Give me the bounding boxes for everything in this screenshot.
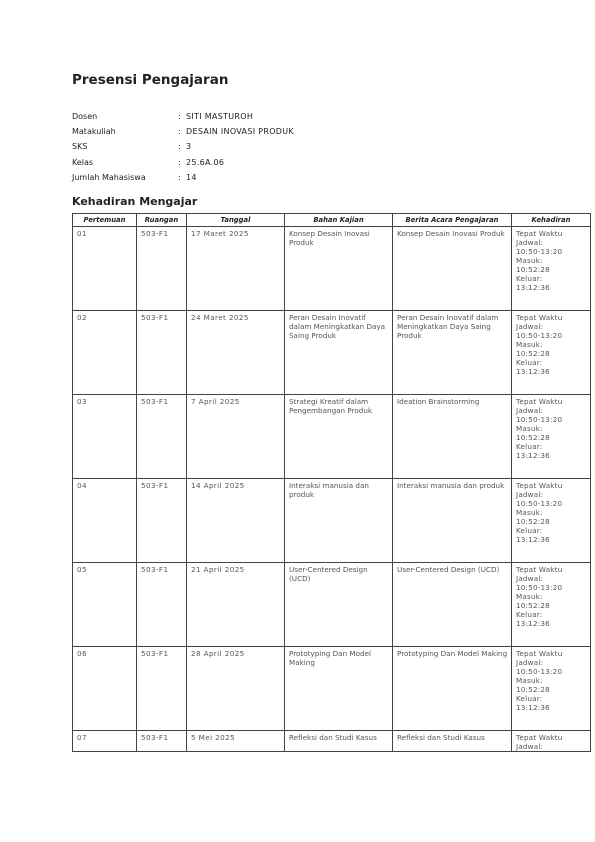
cell-pertemuan: 01: [73, 227, 137, 311]
cell-kehadiran: [512, 311, 591, 395]
check-in-label: Masuk:: [516, 676, 543, 685]
info-row-sks: [72, 139, 294, 154]
schedule-time: 10:50-13:20: [516, 667, 563, 676]
info-separator: :: [178, 172, 181, 182]
check-in-label: Masuk:: [516, 340, 543, 349]
attendance-status: Tepat Waktu: [516, 565, 563, 574]
cell-bahan-kajian: Peran Desain Inovatif dalam Meningkatkan Daya Saing Produk: [285, 311, 393, 395]
cell-bahan-kajian: Prototyping Dan Model Making: [285, 647, 393, 731]
cell-kehadiran: [512, 731, 591, 752]
section-title: Kehadiran Mengajar: [72, 195, 198, 208]
check-in-time: 10:52:28: [516, 517, 550, 526]
cell-berita-acara: User-Centered Design (UCD): [393, 563, 512, 647]
schedule-label: Jadwal:: [516, 490, 544, 499]
table-row: [73, 563, 591, 647]
info-label: Kelas: [72, 157, 94, 167]
cell-kehadiran: [512, 227, 591, 311]
info-separator: :: [178, 142, 181, 152]
schedule-time: 10:50-13:20: [516, 499, 563, 508]
cell-berita-acara: Interaksi manusia dan produk: [393, 479, 512, 563]
table-row: [73, 479, 591, 563]
cell-kehadiran: [512, 647, 591, 731]
schedule-label: Jadwal:: [516, 658, 544, 667]
table-row: [73, 227, 591, 311]
cell-berita-acara: Konsep Desain Inovasi Produk: [393, 227, 512, 311]
info-separator: :: [178, 157, 181, 167]
check-in-time: 10:52:28: [516, 349, 550, 358]
column-header: Berita Acara Pengajaran: [393, 214, 512, 227]
cell-pertemuan: 06: [73, 647, 137, 731]
info-value: 3: [186, 142, 192, 152]
attendance-status: Tepat Waktu: [516, 733, 563, 742]
cell-bahan-kajian: User-Centered Design (UCD): [285, 563, 393, 647]
info-separator: :: [178, 127, 181, 137]
check-out-label: Keluar:: [516, 274, 543, 283]
cell-tanggal: 7 April 2025: [187, 395, 285, 479]
cell-tanggal: 5 Mei 2025: [187, 731, 285, 752]
column-header: Pertemuan: [73, 214, 137, 227]
cell-pertemuan: 04: [73, 479, 137, 563]
cell-tanggal: 28 April 2025: [187, 647, 285, 731]
cell-ruangan: 503-F1: [137, 563, 187, 647]
cell-pertemuan: 05: [73, 563, 137, 647]
schedule-label: Jadwal:: [516, 574, 544, 583]
column-header: Kehadiran: [512, 214, 591, 227]
info-value: 14: [186, 172, 197, 182]
check-out-label: Keluar:: [516, 358, 543, 367]
info-value: SITI MASTUROH: [186, 112, 254, 121]
column-header: Ruangan: [137, 214, 187, 227]
check-out-time: 13:12:36: [516, 367, 550, 376]
schedule-time: 10:50-13:20: [516, 583, 563, 592]
table-header-row: [73, 214, 591, 227]
cell-tanggal: 21 April 2025: [187, 563, 285, 647]
check-in-time: 10:52:28: [516, 685, 550, 694]
check-in-label: Masuk:: [516, 592, 543, 601]
attendance-status: Tepat Waktu: [516, 397, 563, 406]
schedule-label: Jadwal:: [516, 406, 544, 415]
attendance-status: Tepat Waktu: [516, 229, 563, 238]
check-out-time: 13:12:36: [516, 283, 550, 292]
course-info: [72, 109, 294, 185]
schedule-label: Jadwal:: [516, 322, 544, 331]
check-out-time: 13:12:36: [516, 619, 550, 628]
info-label: SKS: [72, 142, 88, 152]
info-row-jumlah-mahasiswa: [72, 170, 294, 185]
info-row-matakuliah: [72, 124, 294, 139]
check-in-time: 10:52:28: [516, 601, 550, 610]
check-out-time: 13:12:36: [516, 451, 550, 460]
cell-bahan-kajian: Interaksi manusia dan produk: [285, 479, 393, 563]
column-header: Bahan Kajian: [285, 214, 393, 227]
check-in-label: Masuk:: [516, 508, 543, 517]
cell-berita-acara: Peran Desain Inovatif dalam Meningkatkan Daya Saing Produk: [393, 311, 512, 395]
info-label: Matakuliah: [72, 127, 116, 137]
cell-kehadiran: [512, 479, 591, 563]
attendance-status: Tepat Waktu: [516, 313, 563, 322]
page-title: Presensi Pengajaran: [72, 72, 229, 88]
check-in-label: Masuk:: [516, 424, 543, 433]
cell-bahan-kajian: Strategi Kreatif dalam Pengembangan Produk: [285, 395, 393, 479]
info-separator: :: [178, 112, 181, 121]
check-out-time: 13:12:36: [516, 703, 550, 712]
cell-pertemuan: 07: [73, 731, 137, 752]
column-header: Tanggal: [187, 214, 285, 227]
cell-ruangan: 503-F1: [137, 227, 187, 311]
schedule-label: Jadwal:: [516, 238, 544, 247]
check-in-label: Masuk:: [516, 256, 543, 265]
info-value: 25.6A.06: [186, 157, 225, 167]
attendance-status: Tepat Waktu: [516, 481, 563, 490]
cell-pertemuan: 02: [73, 311, 137, 395]
table-row: [73, 731, 591, 752]
cell-pertemuan: 03: [73, 395, 137, 479]
attendance-table: [72, 213, 591, 752]
cell-ruangan: 503-F1: [137, 647, 187, 731]
info-value: DESAIN INOVASI PRODUK: [186, 127, 294, 137]
check-out-label: Keluar:: [516, 694, 543, 703]
cell-kehadiran: [512, 563, 591, 647]
cell-tanggal: 14 April 2025: [187, 479, 285, 563]
info-row-kelas: [72, 155, 294, 170]
cell-berita-acara: Ideation Brainstorming: [393, 395, 512, 479]
schedule-time: 10:50-13:20: [516, 415, 563, 424]
check-out-label: Keluar:: [516, 526, 543, 535]
cell-ruangan: 503-F1: [137, 311, 187, 395]
cell-bahan-kajian: Konsep Desain Inovasi Produk: [285, 227, 393, 311]
schedule-label: Jadwal:: [516, 742, 544, 751]
table-row: [73, 647, 591, 731]
check-in-time: 10:52:28: [516, 433, 550, 442]
cell-kehadiran: [512, 395, 591, 479]
cell-berita-acara: Prototyping Dan Model Making: [393, 647, 512, 731]
schedule-time: 10:50-13:20: [516, 247, 563, 256]
attendance-status: Tepat Waktu: [516, 649, 563, 658]
check-out-label: Keluar:: [516, 442, 543, 451]
schedule-time: 10:50-13:20: [516, 331, 563, 340]
cell-ruangan: 503-F1: [137, 731, 187, 752]
check-out-label: Keluar:: [516, 610, 543, 619]
table-row: [73, 311, 591, 395]
cell-tanggal: 17 Maret 2025: [187, 227, 285, 311]
cell-ruangan: 503-F1: [137, 395, 187, 479]
info-label: Dosen: [72, 112, 98, 121]
cell-bahan-kajian: Refleksi dan Studi Kasus: [285, 731, 393, 752]
cell-ruangan: 503-F1: [137, 479, 187, 563]
info-label: Jumlah Mahasiswa: [72, 172, 146, 182]
info-row-dosen: [72, 109, 294, 124]
check-out-time: 13:12:36: [516, 535, 550, 544]
cell-berita-acara: Refleksi dan Studi Kasus: [393, 731, 512, 752]
table-row: [73, 395, 591, 479]
check-in-time: 10:52:28: [516, 265, 550, 274]
cell-tanggal: 24 Maret 2025: [187, 311, 285, 395]
